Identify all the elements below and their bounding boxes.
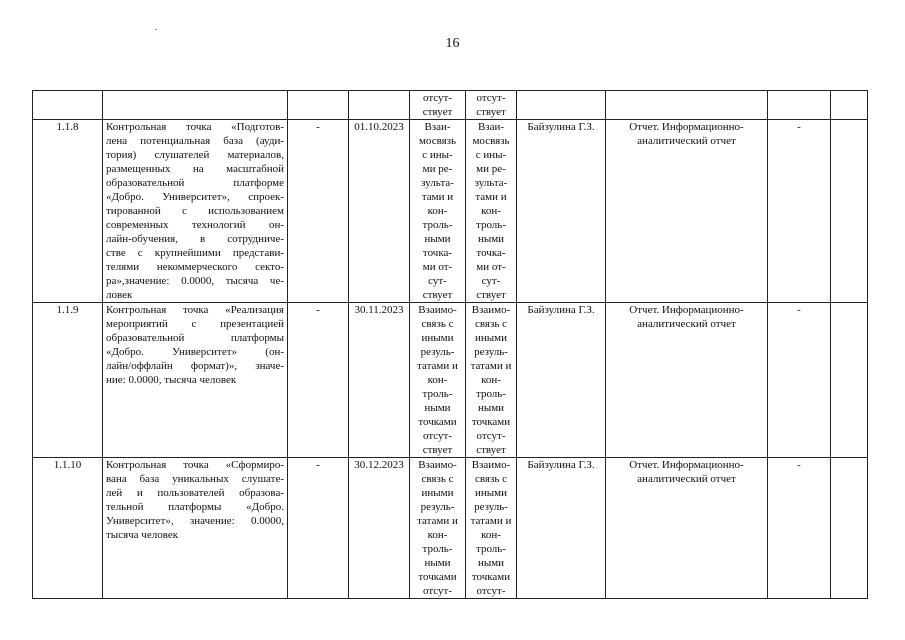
link-line: с ины- (422, 149, 453, 161)
name-line: тированной с использованием (106, 205, 284, 217)
link-line: кон- (481, 205, 501, 217)
link-line: троль- (476, 543, 506, 555)
link-line: связь с (475, 318, 507, 330)
link-line: иными (474, 332, 507, 344)
link-line: Взаимо- (471, 459, 511, 471)
link-line: ными (424, 557, 451, 569)
name-line: Контрольная точка «Реализация (106, 304, 284, 316)
name-line: образовательной платформе (106, 177, 284, 189)
doc-line: Отчет. Информационно- (629, 121, 744, 133)
link-line: троль- (476, 219, 506, 231)
link-line: татами и (470, 515, 512, 527)
link-line: ствует (476, 444, 506, 456)
link-line: татами и (417, 360, 458, 372)
link-line: точка- (422, 247, 453, 259)
link-line: ствует (422, 444, 453, 456)
name-line: лайн/оффлайн формат)», значе- (106, 360, 284, 372)
link-line: иными (421, 487, 454, 499)
link-line: кон- (481, 374, 501, 386)
link-line: ными (424, 233, 451, 245)
link-line: мосвязь (472, 135, 510, 147)
link-line: кон- (481, 529, 501, 541)
doc-line: Отчет. Информационно- (629, 304, 744, 316)
link-line: зульта- (421, 177, 454, 189)
link-line: связь с (421, 473, 454, 485)
cell-mark: - (768, 458, 831, 599)
link-line: иными (421, 332, 454, 344)
link-line: Взаи- (424, 121, 451, 133)
cell-name-empty (103, 91, 288, 120)
name-line: Контрольная точка «Подготов- (106, 121, 284, 133)
link-line: ными (477, 233, 505, 245)
table-row-continuation (33, 91, 868, 120)
link-line: отсут- (476, 92, 506, 104)
control-points-table (32, 90, 868, 599)
cell-document (606, 303, 768, 458)
cell-extra-empty (831, 91, 868, 120)
name-line: тория) слушателей материалов, (106, 149, 284, 161)
link-line: точками (471, 416, 511, 428)
cell-responsible: Байзулина Г.З. (517, 458, 606, 599)
cell-mark: - (768, 120, 831, 303)
table-row (33, 303, 868, 458)
scan-speck (155, 29, 157, 30)
link-line: отсут- (476, 585, 506, 597)
cell-date: 30.12.2023 (349, 458, 410, 599)
link-line: отсут- (422, 585, 452, 597)
cell-dash: - (288, 458, 349, 599)
cell-extra (831, 120, 868, 303)
name-line: вана база уникальных слушате- (106, 473, 284, 485)
cell-date-empty (349, 91, 410, 120)
cell-link-a (410, 458, 466, 599)
cell-num-empty (33, 91, 103, 120)
link-line: троль- (476, 388, 506, 400)
link-line: точками (418, 416, 457, 428)
doc-line: аналитический отчет (637, 473, 736, 485)
cell-name (103, 120, 288, 303)
link-line: сут- (428, 275, 447, 287)
link-line: татами и (470, 360, 512, 372)
link-line: ми ре- (476, 163, 506, 175)
name-line: ние: 0.0000, тысяча человек (106, 374, 237, 386)
page-number: 16 (445, 36, 460, 51)
link-line: ми от- (422, 261, 453, 273)
link-line: с ины- (475, 149, 507, 161)
cell-extra (831, 458, 868, 599)
cell-name (103, 458, 288, 599)
cell-mark: - (768, 303, 831, 458)
name-line: лайн-обучения, в сотрудниче- (106, 233, 284, 245)
cell-resp-empty (517, 91, 606, 120)
link-line: тами и (475, 191, 507, 203)
link-line: ствует (422, 106, 453, 118)
table-row (33, 458, 868, 599)
link-line: резуль- (420, 346, 455, 358)
cell-link-b (466, 458, 517, 599)
link-line: Взаимо- (418, 304, 457, 316)
doc-line: аналитический отчет (637, 135, 736, 147)
link-line: отсут- (422, 430, 452, 442)
link-line: мосвязь (418, 135, 457, 147)
link-line: отсут- (476, 430, 506, 442)
cell-name (103, 303, 288, 458)
cell-mark-empty (768, 91, 831, 120)
link-line: кон- (427, 205, 448, 217)
link-line: Взаимо- (418, 459, 457, 471)
link-line: сут- (481, 275, 501, 287)
link-line: тами и (421, 191, 454, 203)
link-line: троль- (422, 219, 453, 231)
name-line: стве с крупнейшими представи- (106, 247, 284, 259)
link-line: ными (477, 557, 505, 569)
name-line: «Добро. Университет», спроек- (106, 191, 284, 203)
cell-extra (831, 303, 868, 458)
name-line: тельной платформы «Добро. (106, 501, 284, 513)
name-line: размещенных на масштабной (106, 163, 284, 175)
cell-link-b (466, 303, 517, 458)
link-line: кон- (427, 529, 448, 541)
name-line: Контрольная точка «Сформиро- (106, 459, 284, 471)
name-line: ловек (106, 289, 133, 301)
link-line: точками (471, 571, 511, 583)
cell-link-a (410, 91, 466, 120)
cell-date: 30.11.2023 (349, 303, 410, 458)
cell-link-b (466, 120, 517, 303)
doc-line: аналитический отчет (637, 318, 736, 330)
name-line: тысяча человек (106, 529, 179, 541)
link-line: Взаимо- (471, 304, 511, 316)
link-line: иными (474, 487, 507, 499)
cell-link-b (466, 91, 517, 120)
table-row (33, 120, 868, 303)
link-line: зульта- (474, 177, 508, 189)
cell-document (606, 120, 768, 303)
name-line: телями некоммерческого секто- (106, 261, 284, 273)
link-line: троль- (422, 543, 453, 555)
name-line: ра»,значение: 0.0000, тысяча че- (106, 275, 284, 287)
link-line: точка- (476, 247, 506, 259)
cell-dash-empty (288, 91, 349, 120)
link-line: кон- (427, 374, 448, 386)
link-line: ми от- (476, 261, 506, 273)
link-line: ствует (422, 289, 453, 301)
link-line: Взаи- (477, 121, 505, 133)
link-line: резуль- (420, 501, 455, 513)
cell-document (606, 458, 768, 599)
cell-number: 1.1.8 (33, 120, 103, 303)
name-line: «Добро. Университет» (он- (106, 346, 284, 358)
doc-line: Отчет. Информационно- (629, 459, 744, 471)
cell-date: 01.10.2023 (349, 120, 410, 303)
link-line: связь с (421, 318, 454, 330)
link-line: троль- (422, 388, 453, 400)
link-line: татами и (417, 515, 458, 527)
link-line: ствует (476, 289, 506, 301)
link-line: ными (477, 402, 505, 414)
cell-responsible: Байзулина Г.З. (517, 303, 606, 458)
cell-number: 1.1.10 (33, 458, 103, 599)
name-line: лей и пользователей образова- (106, 487, 284, 499)
name-line: мероприятий с презентацией (106, 318, 284, 330)
cell-dash: - (288, 303, 349, 458)
name-line: Университет», значение: 0.0000, (106, 515, 284, 527)
link-line: точками (418, 571, 457, 583)
link-line: резуль- (474, 346, 508, 358)
cell-doc-empty (606, 91, 768, 120)
name-line: образовательной платформы (106, 332, 284, 344)
link-line: резуль- (474, 501, 508, 513)
link-line: ствует (476, 106, 506, 118)
cell-responsible: Байзулина Г.З. (517, 120, 606, 303)
link-line: связь с (475, 473, 507, 485)
cell-link-a (410, 120, 466, 303)
cell-number: 1.1.9 (33, 303, 103, 458)
cell-link-a (410, 303, 466, 458)
link-line: ми ре- (422, 163, 453, 175)
name-line: современных технологий он- (106, 219, 284, 231)
link-line: отсут- (422, 92, 452, 104)
cell-dash: - (288, 120, 349, 303)
name-line: лена потенциальная база (ауди- (106, 135, 284, 147)
link-line: ными (424, 402, 451, 414)
